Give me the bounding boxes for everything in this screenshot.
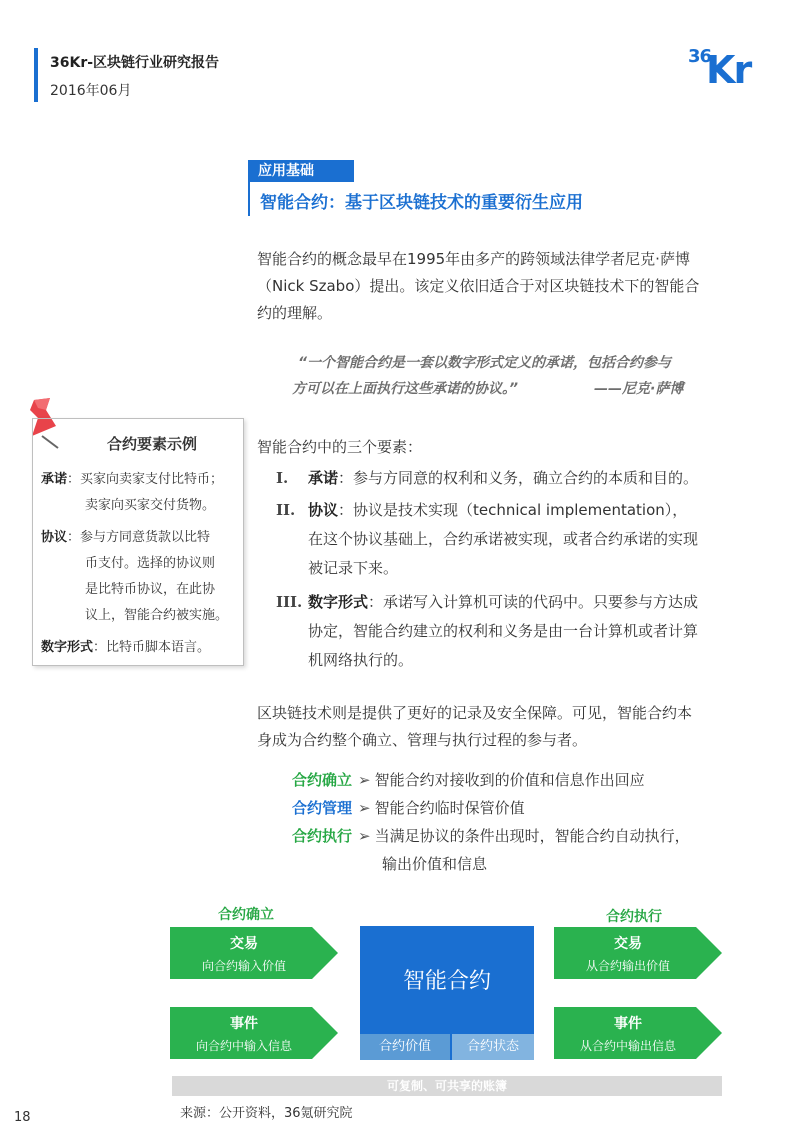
- diagram-right-label: 合约执行: [606, 909, 662, 925]
- right-event-arrow: 事件 从合约中输出信息: [554, 1007, 722, 1059]
- element-item-digital-form: III. 数字形式：承诺写入计算机可读的代码中。只要参与方达成 协定，智能合约建立的权利和义务是由一台计算机或者计算 机网络执行的。: [276, 593, 699, 669]
- right-transaction-arrow: 交易 从合约输出价值: [554, 927, 722, 979]
- element-item-protocol: II. 协议：协议是技术实现（technical implementation）， 在这个协议基础上，合约承诺被实现，或者合约承诺的实现 被记录下来。: [276, 501, 699, 577]
- report-date: 2016年06月: [50, 83, 132, 99]
- sidebox-title: 合约要素示例: [107, 435, 198, 453]
- sidebox-promise: 承诺：买家向卖家支付比特币； 卖家向买家交付货物。: [41, 472, 224, 513]
- section-title: 智能合约：基于区块链技术的重要衍生应用: [260, 193, 583, 213]
- contract-state-cell: 合约状态: [452, 1034, 534, 1060]
- element-item-promise: I. 承诺：参与方同意的权利和义务，确立合约的本质和目的。: [276, 469, 699, 487]
- section-tag: 应用基础: [250, 160, 354, 182]
- elements-heading: 智能合约中的三个要素：: [257, 438, 423, 456]
- report-title: 36Kr-区块链行业研究报告: [50, 55, 220, 71]
- role-manage: 合约管理 ➢ 智能合约临时保管价值: [292, 799, 525, 817]
- page-number: 18: [14, 1110, 31, 1125]
- contract-value-cell: 合约价值: [360, 1034, 450, 1060]
- role-establish: 合约确立 ➢ 智能合约对接收到的价值和信息作出回应: [292, 771, 645, 789]
- diagram-left-label: 合约确立: [218, 907, 274, 923]
- shared-ledger-bar: 可复制、可共享的账簿: [172, 1076, 722, 1096]
- left-transaction-arrow: 交易 向合约输入价值: [170, 927, 338, 979]
- quote-author: ——尼克·萨博: [594, 381, 684, 397]
- contract-elements-example-box: [32, 418, 244, 666]
- source-note: 来源：公开资料，36氪研究院: [180, 1106, 353, 1121]
- intro-paragraph: 智能合约的概念最早在1995年由多产的跨领域法律学者尼克·萨博 （Nick Szabo）提出。该定义依旧适合于对区块链技术下的智能合 约的理解。: [257, 250, 700, 322]
- quote-line-2: 方可以在上面执行这些承诺的协议。”: [292, 381, 519, 397]
- header-accent-bar: [34, 48, 38, 102]
- 36kr-logo: 36 Kr: [688, 46, 751, 92]
- left-event-arrow: 事件 向合约中输入信息: [170, 1007, 338, 1059]
- smart-contract-box: 智能合约 合约价值 合约状态: [360, 926, 534, 1060]
- role-execute: 合约执行 ➢ 当满足协议的条件出现时，智能合约自动执行， 输出价值和信息: [292, 827, 690, 873]
- sidebox-digital: 数字形式：比特币脚本语言。: [41, 640, 211, 655]
- quote-line-1: “一个智能合约是一套以数字形式定义的承诺，包括合约参与: [298, 355, 672, 371]
- summary-paragraph: 区块链技术则是提供了更好的记录及安全保障。可见，智能合约本 身成为合约整个确立、管理与执行过程的参与者。: [257, 704, 693, 749]
- sidebox-protocol: 协议：参与方同意货款以比特 币支付。选择的协议则 是比特币协议，在此协 议上，智能合约被实施。: [41, 530, 229, 623]
